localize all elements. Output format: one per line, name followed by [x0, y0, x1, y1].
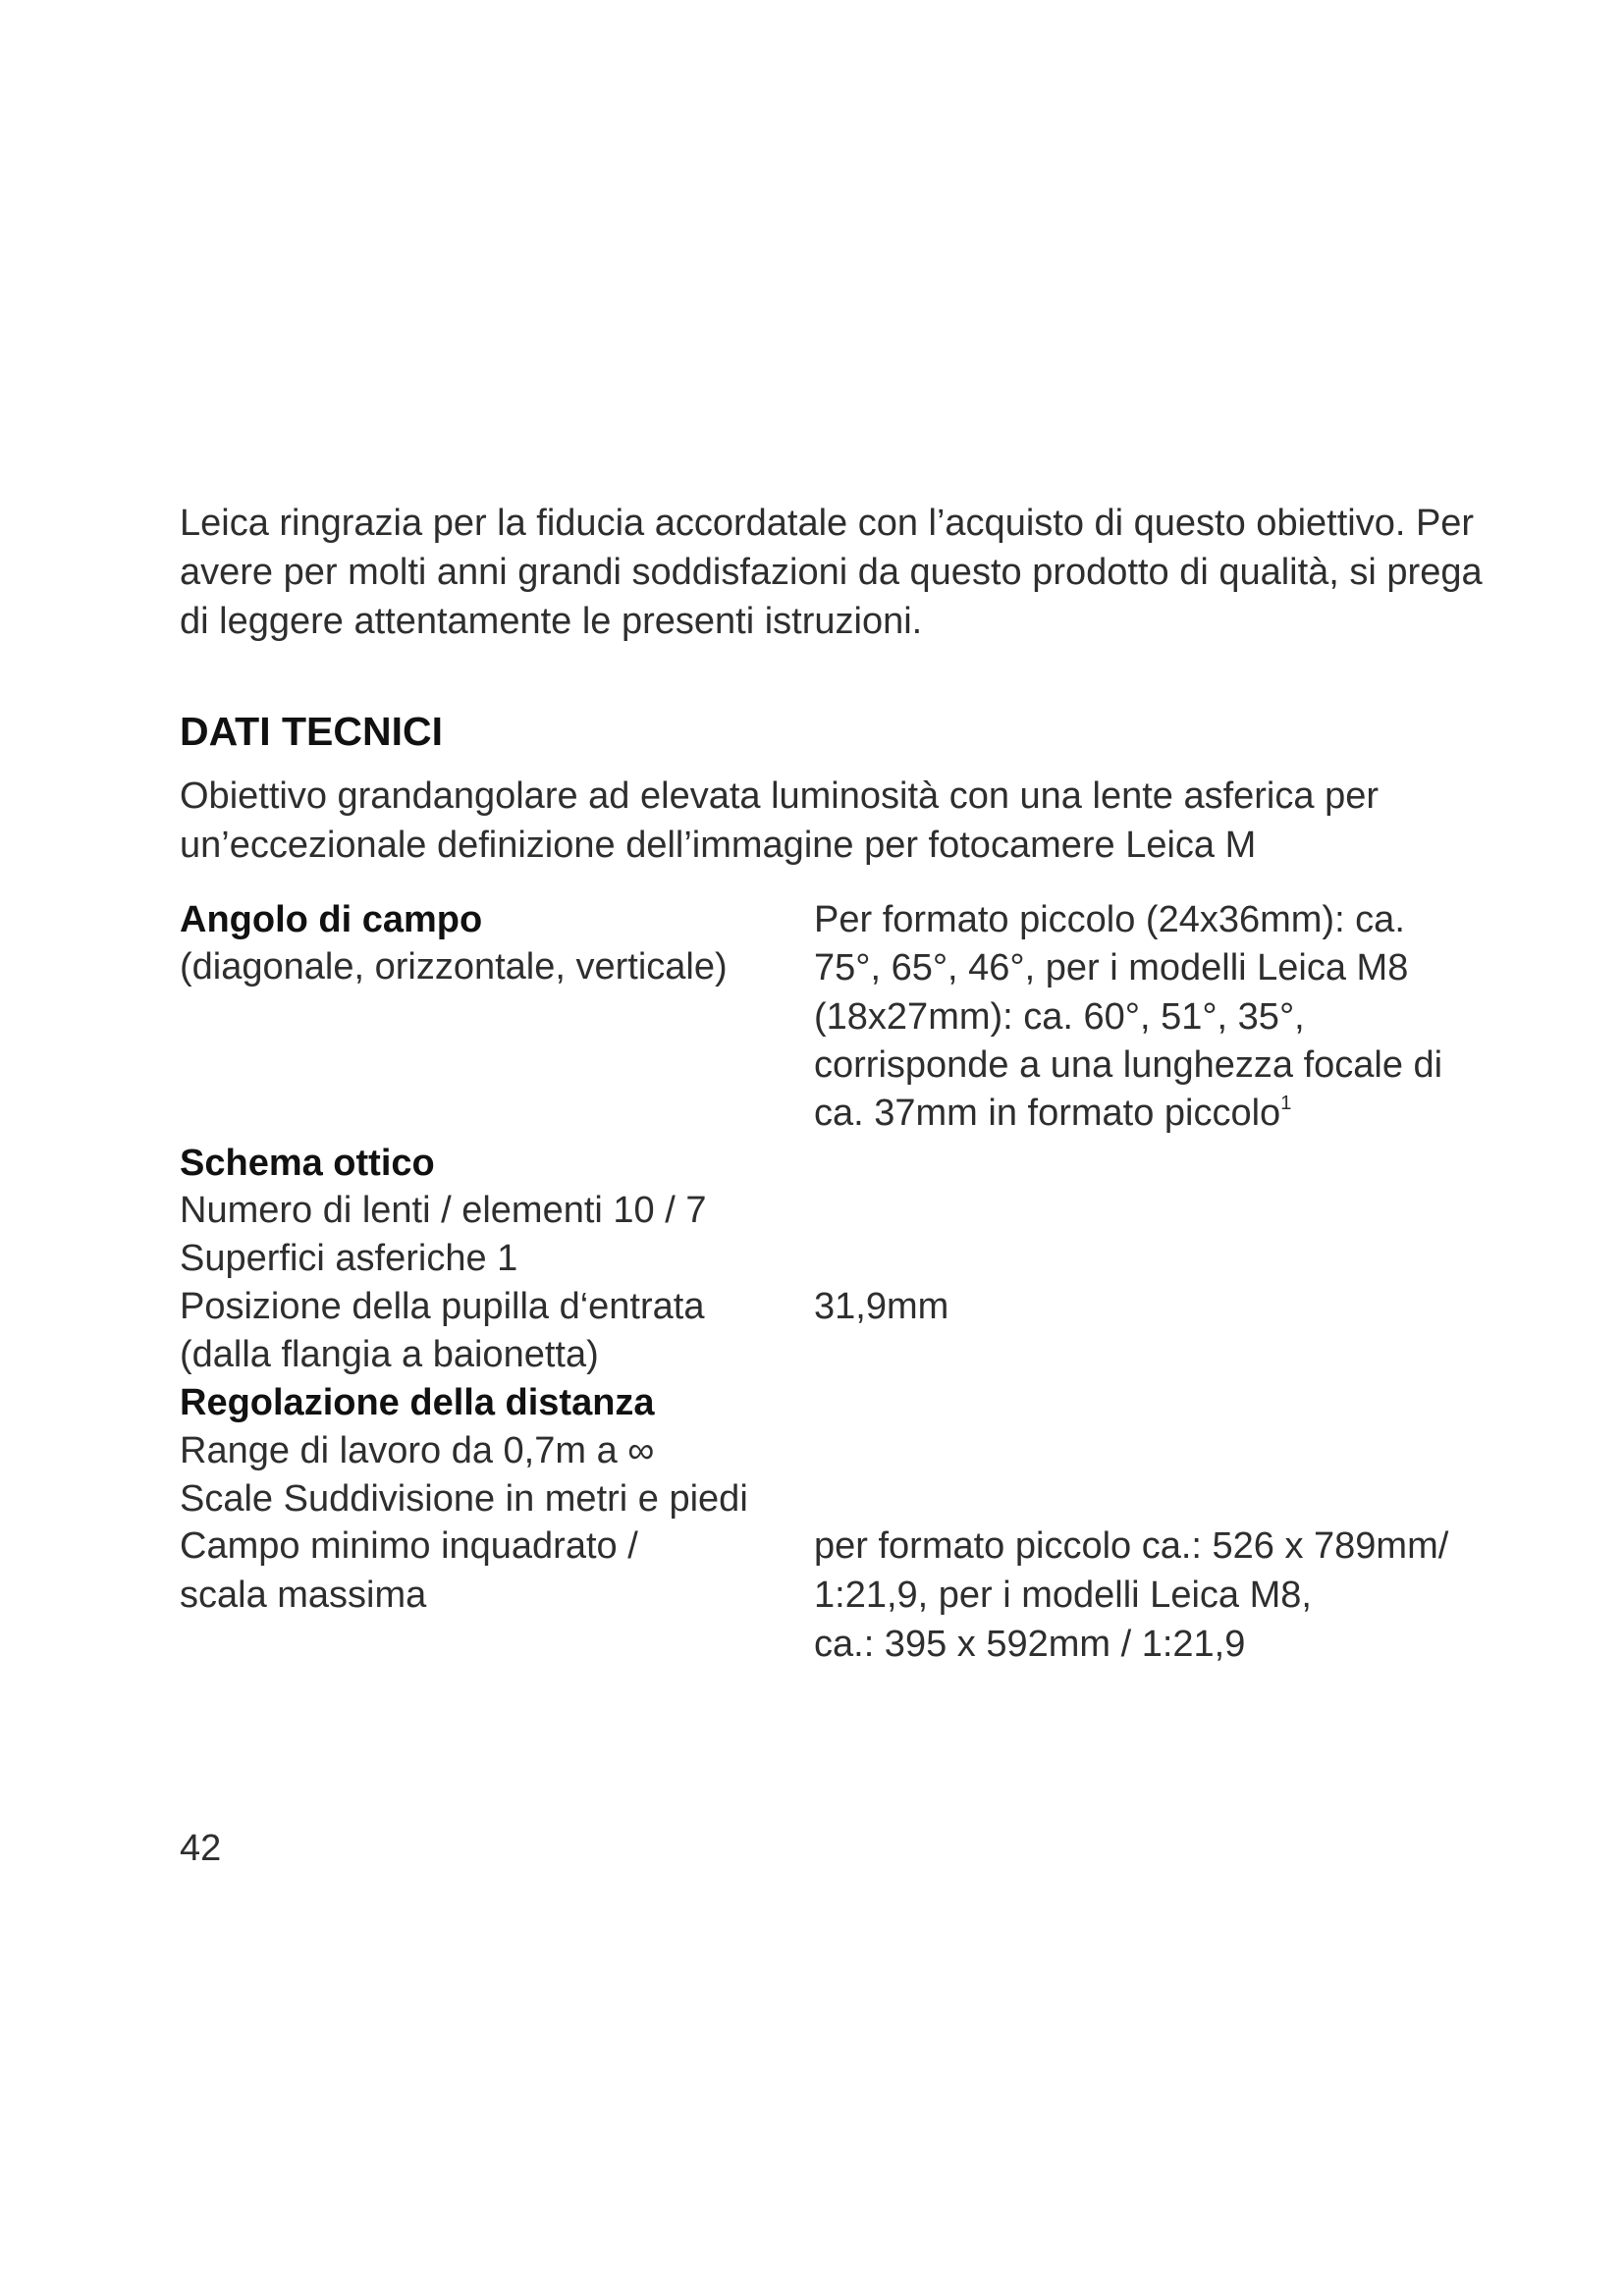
spec-range: Range di lavoro da 0,7m a ∞ — [180, 1430, 655, 1471]
spec-pupilla-value: 31,9mm — [814, 1286, 949, 1327]
intro-paragraph — [180, 499, 1483, 646]
description-line: Obiettivo grandangolare ad elevata luminosità con una lente asferica per — [180, 775, 1379, 817]
page-number: 42 — [180, 1828, 222, 1869]
intro-line: avere per molti anni grandi soddisfazioni da questo prodotto di qualità, si prega — [180, 552, 1483, 593]
spec-campo-label-2: scala massima — [180, 1575, 427, 1616]
spec-value-line: 75°, 65°, 46°, per i modelli Leica M8 — [814, 947, 1409, 988]
spec-asferiche: Superfici asferiche 1 — [180, 1238, 518, 1279]
spec-subtitle-angolo: (diagonale, orizzontale, verticale) — [180, 946, 728, 988]
spec-title-angolo: Angolo di campo — [180, 899, 483, 940]
spec-value-line: ca.: 395 x 592mm / 1:21,9 — [814, 1624, 1246, 1665]
spec-value-line: Per formato piccolo (24x36mm): ca. — [814, 899, 1405, 940]
spec-title-distanza: Regolazione della distanza — [180, 1382, 655, 1423]
spec-value-line: per formato piccolo ca.: 526 x 789mm/ — [814, 1525, 1449, 1567]
spec-value-line: 1:21,9, per i modelli Leica M8, — [814, 1575, 1312, 1616]
spec-value-line: (18x27mm): ca. 60°, 51°, 35°, — [814, 996, 1305, 1038]
description-line: un’eccezionale definizione dell’immagine per fotocamere Leica M — [180, 825, 1257, 866]
footnote-mark: 1 — [1280, 1093, 1292, 1114]
spec-pupilla-label-2: (dalla flangia a baionetta) — [180, 1334, 599, 1375]
section-description — [180, 772, 1476, 870]
spec-campo-label: Campo minimo inquadrato / — [180, 1525, 638, 1567]
spec-title-schema: Schema ottico — [180, 1143, 435, 1184]
spec-value-text: ca. 37mm in formato piccolo — [814, 1093, 1281, 1134]
intro-line: di leggere attentamente le presenti istruzioni. — [180, 601, 923, 642]
section-heading: DATI TECNICI — [180, 709, 444, 754]
spec-value-line-last — [814, 1089, 1291, 1138]
intro-line: Leica ringrazia per la fiducia accordatale con l’acquisto di questo obiettivo. Per — [180, 503, 1475, 544]
spec-value-line: corrisponde a una lunghezza focale di — [814, 1044, 1443, 1086]
spec-pupilla-label: Posizione della pupilla d‘entrata — [180, 1286, 705, 1327]
spec-scale: Scale Suddivisione in metri e piedi — [180, 1478, 748, 1520]
spec-lenti: Numero di lenti / elementi 10 / 7 — [180, 1190, 707, 1231]
